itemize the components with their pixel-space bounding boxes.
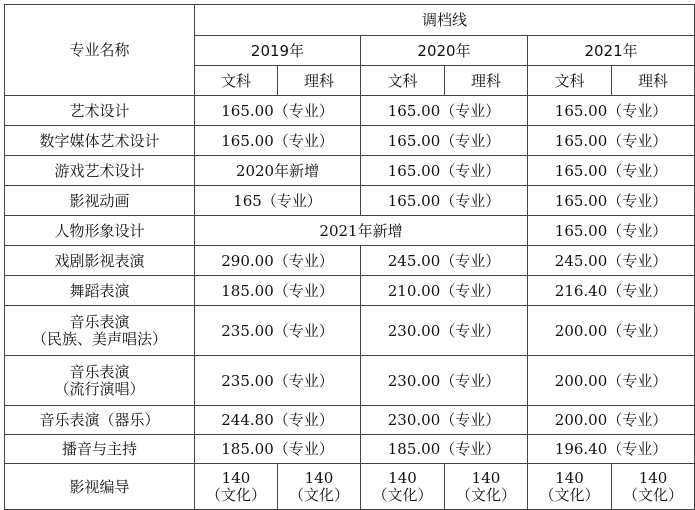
score-2021-cell: 200.00（专业） xyxy=(528,306,695,356)
major-name-cell: 影视编导 xyxy=(5,464,195,510)
score-2020-cell: 165.00（专业） xyxy=(361,126,528,156)
score-line-header: 调档线 xyxy=(195,5,695,36)
score-2019-arts-cell xyxy=(195,464,278,510)
major-name-cell xyxy=(5,306,195,356)
score-2019-cell: 235.00（专业） xyxy=(195,306,361,356)
subheader-2020-arts: 文科 xyxy=(361,66,445,96)
score-type: （文化） xyxy=(205,485,266,504)
score-2019-cell: 185.00（专业） xyxy=(195,276,361,306)
score-2020-cell: 245.00（专业） xyxy=(361,246,528,276)
admission-score-table xyxy=(4,4,695,510)
year-2021-header: 2021年 xyxy=(528,36,695,66)
score-2021-cell: 216.40（专业） xyxy=(528,276,695,306)
score-2021-cell: 196.40（专业） xyxy=(528,435,695,464)
score-2021-cell: 165.00（专业） xyxy=(528,156,695,186)
score-value: 140 xyxy=(221,468,251,487)
major-name-cell: 数字媒体艺术设计 xyxy=(5,126,195,156)
score-2020-cell: 165.00（专业） xyxy=(361,96,528,126)
score-2019-cell: 165（专业） xyxy=(195,186,361,216)
score-2019-cell: 244.80（专业） xyxy=(195,406,361,435)
score-2021-cell: 165.00（专业） xyxy=(528,216,695,246)
score-2021-arts-cell xyxy=(528,464,612,510)
table-row xyxy=(5,126,695,156)
score-type: （文化） xyxy=(539,485,600,504)
major-name-line: （民族、美声唱法） xyxy=(31,329,167,348)
major-name-cell: 影视动画 xyxy=(5,186,195,216)
table-row xyxy=(5,406,695,435)
major-name-cell: 游戏艺术设计 xyxy=(5,156,195,186)
major-name-header: 专业名称 xyxy=(5,5,195,96)
score-2021-cell: 165.00（专业） xyxy=(528,96,695,126)
score-value: 140 xyxy=(304,468,334,487)
major-name-cell: 戏剧影视表演 xyxy=(5,246,195,276)
table-row xyxy=(5,156,695,186)
admission-score-table-container xyxy=(4,4,694,504)
score-2021-cell: 165.00（专业） xyxy=(528,186,695,216)
score-2020-cell: 230.00（专业） xyxy=(361,406,528,435)
subheader-2019-arts: 文科 xyxy=(195,66,278,96)
score-2021-science-cell xyxy=(612,464,695,510)
major-name-cell: 舞蹈表演 xyxy=(5,276,195,306)
score-value: 140 xyxy=(638,468,668,487)
major-name-cell: 播音与主持 xyxy=(5,435,195,464)
table-row xyxy=(5,216,695,246)
table-row xyxy=(5,435,695,464)
score-2021-cell: 245.00（专业） xyxy=(528,246,695,276)
score-2020-cell: 185.00（专业） xyxy=(361,435,528,464)
score-2019-cell: 165.00（专业） xyxy=(195,126,361,156)
score-2021-cell: 200.00（专业） xyxy=(528,356,695,406)
score-2019-cell: 290.00（专业） xyxy=(195,246,361,276)
table-row xyxy=(5,464,695,510)
score-type: （文化） xyxy=(372,485,433,504)
major-name-line: 音乐表演 xyxy=(69,362,130,381)
score-2020-cell: 230.00（专业） xyxy=(361,356,528,406)
major-name-cell: 艺术设计 xyxy=(5,96,195,126)
table-row xyxy=(5,246,695,276)
score-2019-cell: 235.00（专业） xyxy=(195,356,361,406)
score-2021-cell: 200.00（专业） xyxy=(528,406,695,435)
score-2020-cell: 165.00（专业） xyxy=(361,186,528,216)
score-2020-cell: 165.00（专业） xyxy=(361,156,528,186)
table-row xyxy=(5,356,695,406)
header-row-group xyxy=(5,5,695,36)
table-row xyxy=(5,96,695,126)
subheader-2019-science: 理科 xyxy=(278,66,361,96)
score-value: 140 xyxy=(388,468,417,487)
score-2019-science-cell xyxy=(278,464,361,510)
major-name-line: （流行演唱） xyxy=(54,379,145,398)
score-2020-science-cell xyxy=(445,464,528,510)
year-2019-header: 2019年 xyxy=(195,36,361,66)
major-name-cell: 人物形象设计 xyxy=(5,216,195,246)
table-row xyxy=(5,186,695,216)
score-2019-cell: 165.00（专业） xyxy=(195,96,361,126)
subheader-2020-science: 理科 xyxy=(445,66,528,96)
score-value: 140 xyxy=(555,468,584,487)
score-type: （文化） xyxy=(455,485,516,504)
major-name-line: 音乐表演 xyxy=(69,312,130,331)
score-2019-cell: 185.00（专业） xyxy=(195,435,361,464)
subheader-2021-arts: 文科 xyxy=(528,66,612,96)
score-2020-cell: 210.00（专业） xyxy=(361,276,528,306)
major-name-cell: 音乐表演（器乐） xyxy=(5,406,195,435)
table-row xyxy=(5,276,695,306)
score-type: （文化） xyxy=(288,485,349,504)
table-row xyxy=(5,306,695,356)
score-type: （文化） xyxy=(623,485,684,504)
score-value: 140 xyxy=(471,468,501,487)
major-name-cell xyxy=(5,356,195,406)
score-2019-cell: 2020年新增 xyxy=(195,156,361,186)
score-2020-arts-cell xyxy=(361,464,445,510)
year-2020-header: 2020年 xyxy=(361,36,528,66)
subheader-2021-science: 理科 xyxy=(612,66,695,96)
score-2020-cell: 230.00（专业） xyxy=(361,306,528,356)
score-2021-cell: 165.00（专业） xyxy=(528,126,695,156)
score-2019-2020-cell: 2021年新增 xyxy=(195,216,528,246)
